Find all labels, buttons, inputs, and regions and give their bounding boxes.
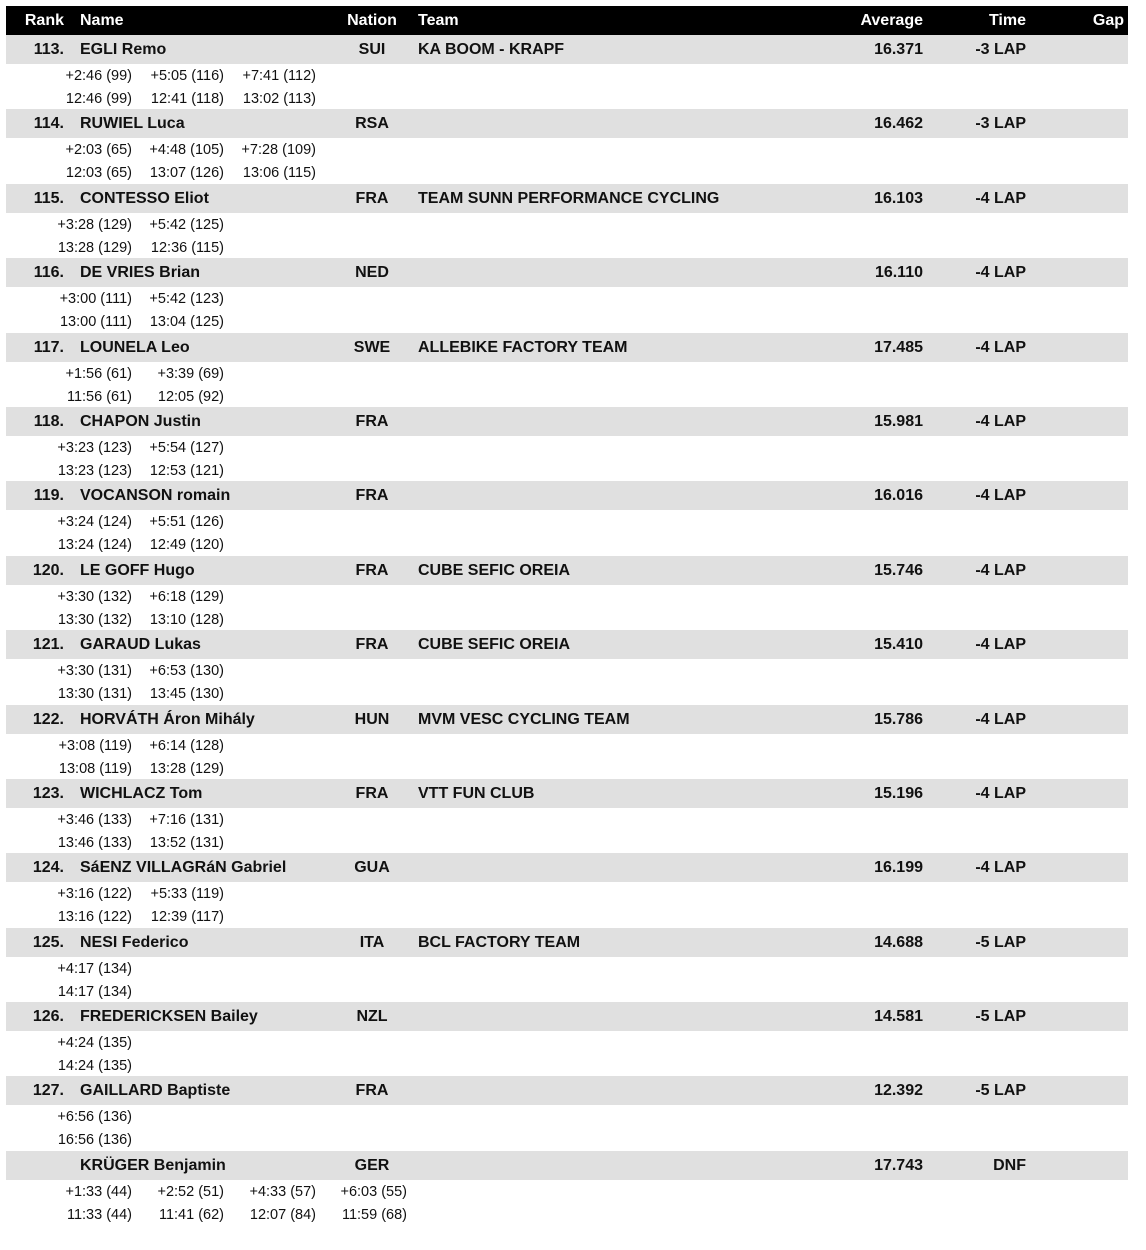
split-times bbox=[6, 1031, 1128, 1076]
rank-cell: 115. bbox=[33, 189, 64, 207]
team-cell: VTT FUN CLUB bbox=[418, 784, 535, 802]
rider-entry bbox=[6, 333, 1128, 407]
header-average: Average bbox=[860, 12, 923, 29]
header-nation: Nation bbox=[347, 12, 397, 29]
rank-cell: 113. bbox=[33, 41, 64, 58]
average-cell: 14.581 bbox=[874, 1008, 923, 1026]
split-times bbox=[6, 808, 1128, 853]
lap-time: 13:16 (122) bbox=[57, 909, 132, 926]
rider-entry bbox=[6, 779, 1128, 853]
lap-time: 13:52 (131) bbox=[149, 834, 224, 851]
rank-cell: 122. bbox=[32, 710, 64, 728]
rider-entry bbox=[6, 1151, 1128, 1225]
average-cell: 15.786 bbox=[874, 710, 923, 728]
lap-time: 12:53 (121) bbox=[149, 462, 224, 479]
table-header bbox=[6, 6, 1128, 35]
split-gap: +4:33 (57) bbox=[249, 1183, 316, 1200]
name-cell: GARAUD Lukas bbox=[80, 636, 201, 654]
lap-time: 11:59 (68) bbox=[341, 1206, 407, 1223]
lap-time: 12:07 (84) bbox=[249, 1206, 316, 1223]
nation-cell: FRA bbox=[355, 189, 389, 207]
average-cell: 15.196 bbox=[874, 784, 923, 802]
average-cell: 15.410 bbox=[874, 636, 923, 654]
name-cell: VOCANSON romain bbox=[80, 487, 231, 505]
lap-time: 13:00 (111) bbox=[59, 314, 132, 331]
rank-cell: 125. bbox=[32, 933, 64, 951]
rank-cell: 126. bbox=[32, 1008, 64, 1026]
split-gap: +3:16 (122) bbox=[57, 886, 132, 903]
average-cell: 16.371 bbox=[874, 41, 923, 58]
rider-entry bbox=[6, 630, 1128, 704]
split-times bbox=[6, 882, 1128, 927]
rank-cell: 119. bbox=[33, 487, 64, 505]
lap-time: 13:30 (132) bbox=[57, 611, 132, 628]
table-row bbox=[6, 928, 1128, 957]
average-cell: 14.688 bbox=[874, 933, 923, 951]
lap-time: 14:24 (135) bbox=[57, 1058, 132, 1075]
nation-cell: NED bbox=[355, 264, 389, 282]
team-cell: CUBE SEFIC OREIA bbox=[418, 636, 571, 654]
lap-time: 13:10 (128) bbox=[149, 611, 224, 628]
lap-time: 13:28 (129) bbox=[57, 239, 132, 256]
nation-cell: SWE bbox=[353, 338, 391, 356]
rank-cell: 118. bbox=[33, 412, 64, 430]
rider-entry bbox=[6, 853, 1128, 927]
rider-entry bbox=[6, 928, 1128, 1002]
lap-time: 11:56 (61) bbox=[66, 388, 132, 405]
average-cell: 16.103 bbox=[874, 189, 923, 207]
split-gap: +5:42 (123) bbox=[149, 291, 224, 308]
split-gap: +6:14 (128) bbox=[149, 737, 224, 754]
table-row bbox=[6, 1151, 1128, 1180]
lap-time: 13:30 (131) bbox=[57, 686, 132, 703]
nation-cell: FRA bbox=[355, 636, 389, 654]
lap-time: 13:06 (115) bbox=[242, 165, 316, 182]
team-cell: KA BOOM - KRAPF bbox=[418, 41, 565, 58]
rank-cell: 121. bbox=[32, 636, 64, 654]
name-cell: GAILLARD Baptiste bbox=[80, 1082, 231, 1100]
split-gap: +7:16 (131) bbox=[149, 811, 224, 828]
average-cell: 16.462 bbox=[874, 115, 923, 133]
split-gap: +3:30 (132) bbox=[57, 588, 132, 605]
time-cell: -4 LAP bbox=[975, 636, 1026, 654]
split-gap: +3:39 (69) bbox=[157, 365, 224, 382]
lap-time: 13:24 (124) bbox=[57, 537, 132, 554]
split-times bbox=[6, 659, 1128, 704]
lap-time: 11:41 (62) bbox=[158, 1206, 224, 1223]
rider-entry bbox=[6, 258, 1128, 332]
average-cell: 16.110 bbox=[874, 264, 923, 282]
rank-cell: 124. bbox=[32, 859, 64, 877]
results-table bbox=[6, 6, 1128, 1225]
table-row bbox=[6, 258, 1128, 287]
table-row bbox=[6, 630, 1128, 659]
header-rank: Rank bbox=[24, 12, 64, 29]
rider-entry bbox=[6, 556, 1128, 630]
lap-time: 12:41 (118) bbox=[150, 91, 224, 107]
rank-cell: 116. bbox=[33, 264, 64, 282]
nation-cell: SUI bbox=[358, 41, 386, 58]
split-gap: +2:52 (51) bbox=[157, 1183, 224, 1200]
split-gap: +7:28 (109) bbox=[241, 142, 316, 159]
split-gap: +1:56 (61) bbox=[65, 365, 132, 382]
rider-entry bbox=[6, 1076, 1128, 1150]
team-cell: BCL FACTORY TEAM bbox=[418, 933, 581, 951]
table-row bbox=[6, 556, 1128, 585]
split-gap: +5:51 (126) bbox=[149, 514, 224, 531]
time-cell: -5 LAP bbox=[975, 1082, 1026, 1100]
rank-cell: 117. bbox=[33, 338, 64, 356]
split-gap: +6:56 (136) bbox=[57, 1109, 132, 1126]
split-times bbox=[6, 1105, 1128, 1150]
lap-time: 13:08 (119) bbox=[58, 760, 132, 777]
name-cell: RUWIEL Luca bbox=[80, 115, 185, 133]
rank-cell: 123. bbox=[32, 784, 64, 802]
name-cell: LOUNELA Leo bbox=[80, 338, 190, 356]
lap-time: 13:07 (126) bbox=[149, 165, 224, 182]
split-gap: +3:24 (124) bbox=[57, 514, 132, 531]
nation-cell: FRA bbox=[355, 1082, 389, 1100]
split-times bbox=[6, 436, 1128, 481]
header-name: Name bbox=[80, 12, 124, 29]
nation-cell: FRA bbox=[355, 784, 389, 802]
split-gap: +6:53 (130) bbox=[149, 663, 224, 680]
lap-time: 13:02 (113) bbox=[242, 91, 316, 107]
split-gap: +2:03 (65) bbox=[65, 142, 132, 159]
header-team: Team bbox=[418, 12, 459, 29]
time-cell: -4 LAP bbox=[975, 412, 1026, 430]
average-cell: 12.392 bbox=[874, 1082, 923, 1100]
lap-time: 12:03 (65) bbox=[65, 165, 132, 182]
time-cell: -4 LAP bbox=[975, 859, 1026, 877]
name-cell: CHAPON Justin bbox=[80, 412, 201, 430]
split-times bbox=[6, 957, 1128, 1002]
nation-cell: GUA bbox=[354, 859, 390, 877]
average-cell: 17.485 bbox=[874, 338, 923, 356]
table-row bbox=[6, 407, 1128, 436]
time-cell: -4 LAP bbox=[975, 338, 1026, 356]
table-row bbox=[6, 1002, 1128, 1031]
split-gap: +4:48 (105) bbox=[149, 142, 224, 159]
average-cell: 17.743 bbox=[874, 1156, 923, 1174]
nation-cell: GER bbox=[354, 1156, 390, 1174]
split-gap: +3:08 (119) bbox=[58, 737, 132, 754]
time-cell: -3 LAP bbox=[975, 41, 1026, 58]
lap-time: 16:56 (136) bbox=[57, 1132, 132, 1149]
nation-cell: FRA bbox=[355, 412, 389, 430]
time-cell: -3 LAP bbox=[975, 115, 1026, 133]
name-cell: FREDERICKSEN Bailey bbox=[80, 1008, 258, 1026]
rider-entry bbox=[6, 407, 1128, 481]
split-gap: +6:18 (129) bbox=[149, 588, 224, 605]
nation-cell: FRA bbox=[355, 487, 389, 505]
split-gap: +5:33 (119) bbox=[150, 886, 224, 903]
split-times bbox=[6, 213, 1128, 258]
split-gap: +2:46 (99) bbox=[65, 68, 132, 84]
time-cell: -4 LAP bbox=[975, 487, 1026, 505]
split-gap: +4:17 (134) bbox=[57, 960, 132, 977]
lap-time: 12:49 (120) bbox=[149, 537, 224, 554]
time-cell: -4 LAP bbox=[975, 784, 1026, 802]
split-gap: +3:46 (133) bbox=[57, 811, 132, 828]
average-cell: 16.016 bbox=[874, 487, 923, 505]
lap-time: 12:36 (115) bbox=[150, 239, 224, 256]
lap-time: 13:28 (129) bbox=[149, 760, 224, 777]
split-gap: +6:03 (55) bbox=[340, 1183, 407, 1200]
table-row bbox=[6, 109, 1128, 138]
average-cell: 16.199 bbox=[874, 859, 923, 877]
split-gap: +5:42 (125) bbox=[149, 216, 224, 233]
table-row bbox=[6, 1076, 1128, 1105]
split-gap: +3:23 (123) bbox=[57, 439, 132, 456]
split-gap: +7:41 (112) bbox=[242, 68, 316, 84]
name-cell: DE VRIES Brian bbox=[80, 264, 201, 282]
name-cell: CONTESSO Eliot bbox=[80, 189, 209, 207]
name-cell: HORVÁTH Áron Mihály bbox=[80, 710, 255, 728]
team-cell: TEAM SUNN PERFORMANCE CYCLING bbox=[418, 189, 720, 207]
time-cell: -5 LAP bbox=[975, 1008, 1026, 1026]
rider-entry bbox=[6, 1002, 1128, 1076]
time-cell: -4 LAP bbox=[975, 264, 1026, 282]
split-times bbox=[6, 1180, 1128, 1225]
split-times bbox=[6, 138, 1128, 183]
table-row bbox=[6, 333, 1128, 362]
lap-time: 11:33 (44) bbox=[66, 1206, 132, 1223]
time-cell: -4 LAP bbox=[975, 561, 1026, 579]
rider-entry bbox=[6, 35, 1128, 109]
split-times bbox=[6, 64, 1128, 109]
lap-time: 12:39 (117) bbox=[150, 909, 224, 926]
split-gap: +5:54 (127) bbox=[149, 439, 224, 456]
time-cell: -5 LAP bbox=[975, 933, 1026, 951]
table-row bbox=[6, 705, 1128, 734]
rank-cell: 114. bbox=[33, 115, 64, 133]
rank-cell: 127. bbox=[32, 1082, 64, 1100]
nation-cell: NZL bbox=[356, 1008, 388, 1026]
lap-time: 12:05 (92) bbox=[157, 388, 224, 405]
team-cell: ALLEBIKE FACTORY TEAM bbox=[418, 338, 628, 356]
nation-cell: ITA bbox=[359, 933, 385, 951]
split-times bbox=[6, 510, 1128, 555]
name-cell: EGLI Remo bbox=[80, 41, 167, 58]
rider-entry bbox=[6, 481, 1128, 555]
time-cell: DNF bbox=[993, 1156, 1026, 1174]
time-cell: -4 LAP bbox=[975, 710, 1026, 728]
lap-time: 13:23 (123) bbox=[57, 462, 132, 479]
average-cell: 15.981 bbox=[874, 412, 923, 430]
lap-time: 13:45 (130) bbox=[149, 686, 224, 703]
rider-entry bbox=[6, 705, 1128, 779]
split-gap: +3:00 (111) bbox=[59, 291, 132, 308]
rider-entry bbox=[6, 109, 1128, 183]
table-row bbox=[6, 35, 1128, 64]
lap-time: 14:17 (134) bbox=[57, 983, 132, 1000]
table-row bbox=[6, 779, 1128, 808]
time-cell: -4 LAP bbox=[975, 189, 1026, 207]
average-cell: 15.746 bbox=[874, 561, 923, 579]
rider-list bbox=[6, 35, 1128, 1225]
rider-entry bbox=[6, 184, 1128, 258]
split-times bbox=[6, 287, 1128, 332]
table-row bbox=[6, 184, 1128, 213]
header-gap: Gap bbox=[1092, 12, 1124, 29]
nation-cell: RSA bbox=[355, 115, 389, 133]
table-row bbox=[6, 481, 1128, 510]
name-cell: SáENZ VILLAGRáN Gabriel bbox=[80, 859, 287, 877]
split-gap: +3:30 (131) bbox=[57, 663, 132, 680]
team-cell: CUBE SEFIC OREIA bbox=[418, 561, 571, 579]
name-cell: NESI Federico bbox=[80, 933, 189, 951]
name-cell: WICHLACZ Tom bbox=[80, 784, 203, 802]
split-times bbox=[6, 585, 1128, 630]
lap-time: 13:46 (133) bbox=[57, 834, 132, 851]
split-times bbox=[6, 362, 1128, 407]
nation-cell: HUN bbox=[354, 710, 390, 728]
split-gap: +1:33 (44) bbox=[65, 1183, 132, 1200]
team-cell: MVM VESC CYCLING TEAM bbox=[418, 710, 630, 728]
split-gap: +5:05 (116) bbox=[150, 68, 224, 84]
split-gap: +3:28 (129) bbox=[57, 216, 132, 233]
nation-cell: FRA bbox=[355, 561, 389, 579]
name-cell: KRÜGER Benjamin bbox=[80, 1156, 226, 1174]
name-cell: LE GOFF Hugo bbox=[80, 561, 195, 579]
lap-time: 12:46 (99) bbox=[65, 91, 132, 107]
rank-cell: 120. bbox=[32, 561, 64, 579]
lap-time: 13:04 (125) bbox=[149, 314, 224, 331]
table-row bbox=[6, 853, 1128, 882]
header-time: Time bbox=[988, 12, 1026, 29]
split-gap: +4:24 (135) bbox=[57, 1035, 132, 1052]
split-times bbox=[6, 734, 1128, 779]
